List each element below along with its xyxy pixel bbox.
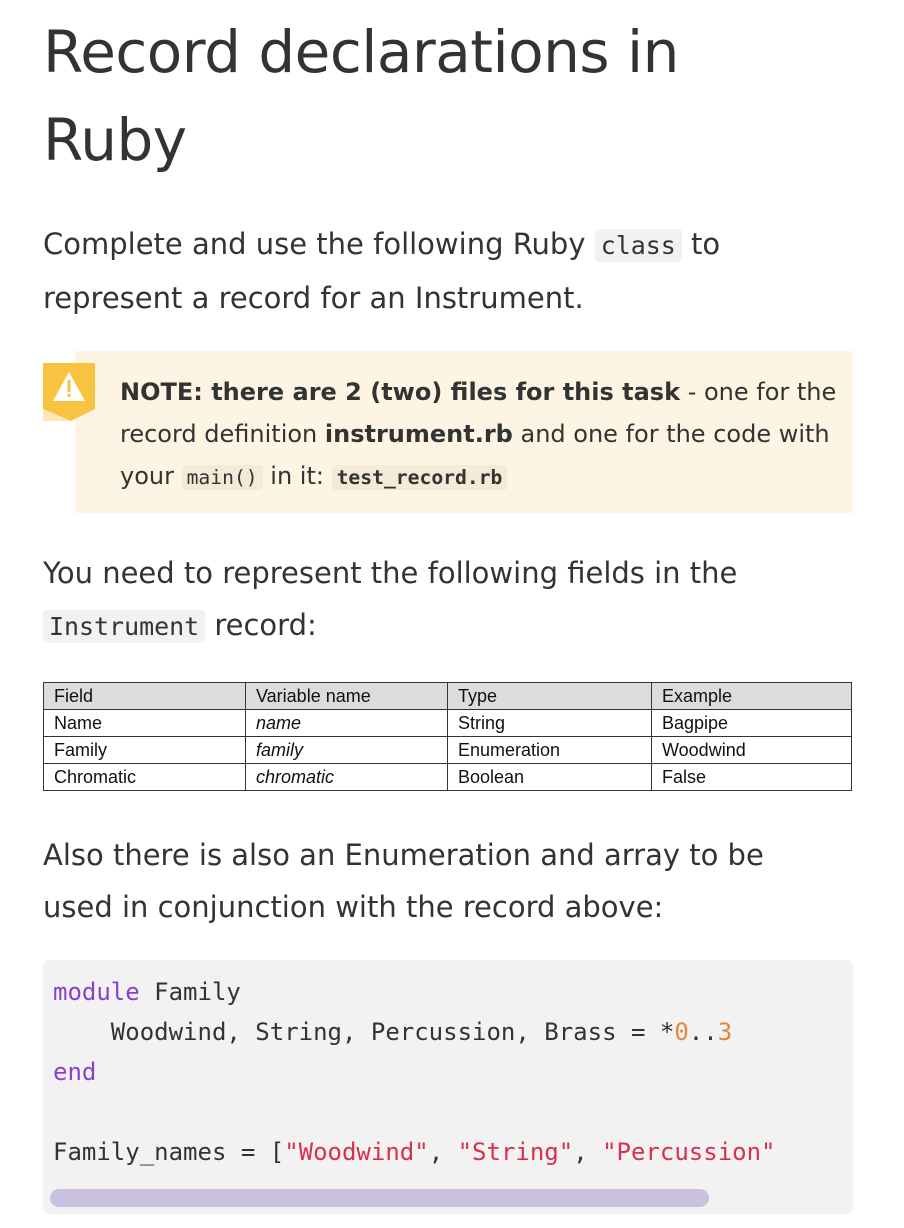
code-string: "String" (457, 1138, 574, 1166)
code-text: .. (688, 1018, 718, 1046)
class-keyword-code: class (595, 229, 682, 262)
table-cell: Enumeration (448, 737, 652, 764)
table-row (44, 764, 852, 791)
warning-icon (43, 363, 95, 421)
code-string: "Percussion" (602, 1138, 776, 1166)
file-test-record-rb: test_record.rb (332, 465, 508, 490)
code-number: 0 (674, 1018, 689, 1046)
table-header-cell: Field (44, 683, 246, 710)
table-header-cell: Variable name (246, 683, 448, 710)
page-title: Record declarations in Ruby (43, 18, 679, 174)
code-text: Family (139, 978, 241, 1006)
main-function-code: main() (182, 465, 263, 490)
fields-intro-text-after: record: (205, 608, 317, 642)
table-cell: chromatic (246, 764, 448, 791)
table-cell: Bagpipe (652, 710, 852, 737)
table-cell: Chromatic (44, 764, 246, 791)
table-row (44, 710, 852, 737)
table-cell: False (652, 764, 852, 791)
file-instrument-rb: instrument.rb (324, 420, 513, 448)
horizontal-scrollbar[interactable] (50, 1189, 709, 1207)
table-cell: name (246, 710, 448, 737)
table-header-cell: Example (652, 683, 852, 710)
note-callout (75, 351, 853, 513)
code-text: , (573, 1138, 603, 1166)
table-cell: Family (44, 737, 246, 764)
table-row (44, 737, 852, 764)
table-header-row (44, 683, 852, 710)
code-string: "Woodwind" (284, 1138, 429, 1166)
intro-text-before: Complete and use the following Ruby (43, 227, 595, 261)
note-text-part: - one for the record definition (120, 378, 837, 448)
code-text: , (428, 1138, 458, 1166)
table-cell: Name (44, 710, 246, 737)
table-cell: family (246, 737, 448, 764)
instrument-code: Instrument (43, 610, 205, 643)
code-text: Family_names = [ (53, 1138, 285, 1166)
note-bold-text: NOTE: there are 2 (two) files for this task (120, 378, 681, 406)
table-cell: Woodwind (652, 737, 852, 764)
intro-text-after: to represent a record for an Instrument. (43, 227, 721, 315)
fields-intro-text-before: You need to represent the following fields in the (43, 556, 738, 590)
intro-paragraph (43, 218, 843, 324)
note-text-part: in it: (262, 462, 332, 490)
enum-intro-paragraph: Also there is also an Enumeration and array to be used in conjunction with the record above: (43, 838, 764, 924)
code-number: 3 (717, 1018, 733, 1046)
table-cell: String (448, 710, 652, 737)
code-keyword: module (53, 978, 140, 1006)
note-text (120, 371, 840, 499)
code-keyword: end (53, 1058, 97, 1086)
code-text: Woodwind, String, Percussion, Brass = * (53, 1018, 675, 1046)
table-header-cell: Type (448, 683, 652, 710)
fields-intro-paragraph (43, 547, 843, 653)
code-block (43, 960, 853, 1214)
code-content (53, 972, 775, 1172)
fields-table (43, 682, 852, 791)
table-cell: Boolean (448, 764, 652, 791)
note-text-part: and one for the code with your (120, 420, 830, 490)
